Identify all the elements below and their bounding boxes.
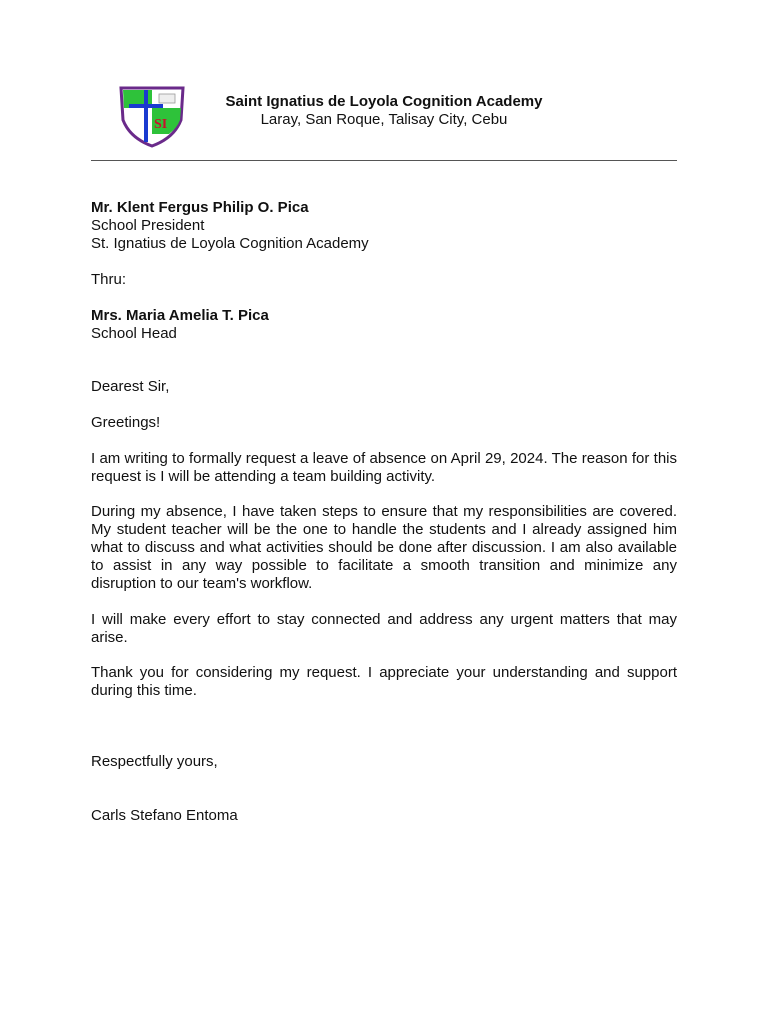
svg-text:SI: SI — [154, 117, 168, 132]
greeting: Greetings! — [91, 414, 161, 431]
school-logo — [119, 86, 185, 148]
header-divider — [91, 160, 677, 161]
signature-name: Carls Stefano Entoma — [91, 807, 238, 824]
recipient-title: School President — [91, 217, 205, 234]
body-paragraph: I am writing to formally request a leave of absence on April 29, 2024. The reason for this request is I will be attending a team building activity. — [91, 450, 677, 485]
thru-name: Mrs. Maria Amelia T. Pica — [91, 307, 269, 324]
body-paragraph: Thank you for considering my request. I appreciate your understanding and support during this time. — [91, 664, 677, 699]
closing: Respectfully yours, — [91, 753, 218, 770]
thru-title: School Head — [91, 325, 177, 342]
thru-label: Thru: — [91, 271, 127, 288]
body-paragraph: I will make every effort to stay connected and address any urgent matters that may arise. — [91, 611, 677, 646]
recipient-name: Mr. Klent Fergus Philip O. Pica — [91, 199, 309, 216]
body-paragraph: During my absence, I have taken steps to ensure that my responsibilities are covered. My student teacher will be the one to handle the students and I already assigned him what to discuss and what activities should be done after discussion. I am also available to assist in any way possible to facilitate a smooth transition and minimize any disruption to our team's workflow. — [91, 503, 677, 592]
recipient-org: St. Ignatius de Loyola Cognition Academy — [91, 235, 369, 252]
school-name: Saint Ignatius de Loyola Cognition Academy — [225, 93, 543, 110]
thru-block — [91, 307, 677, 343]
salutation: Dearest Sir, — [91, 378, 170, 395]
school-address: Laray, San Roque, Talisay City, Cebu — [260, 111, 508, 128]
letterhead — [200, 93, 568, 129]
recipient-block — [91, 199, 677, 253]
